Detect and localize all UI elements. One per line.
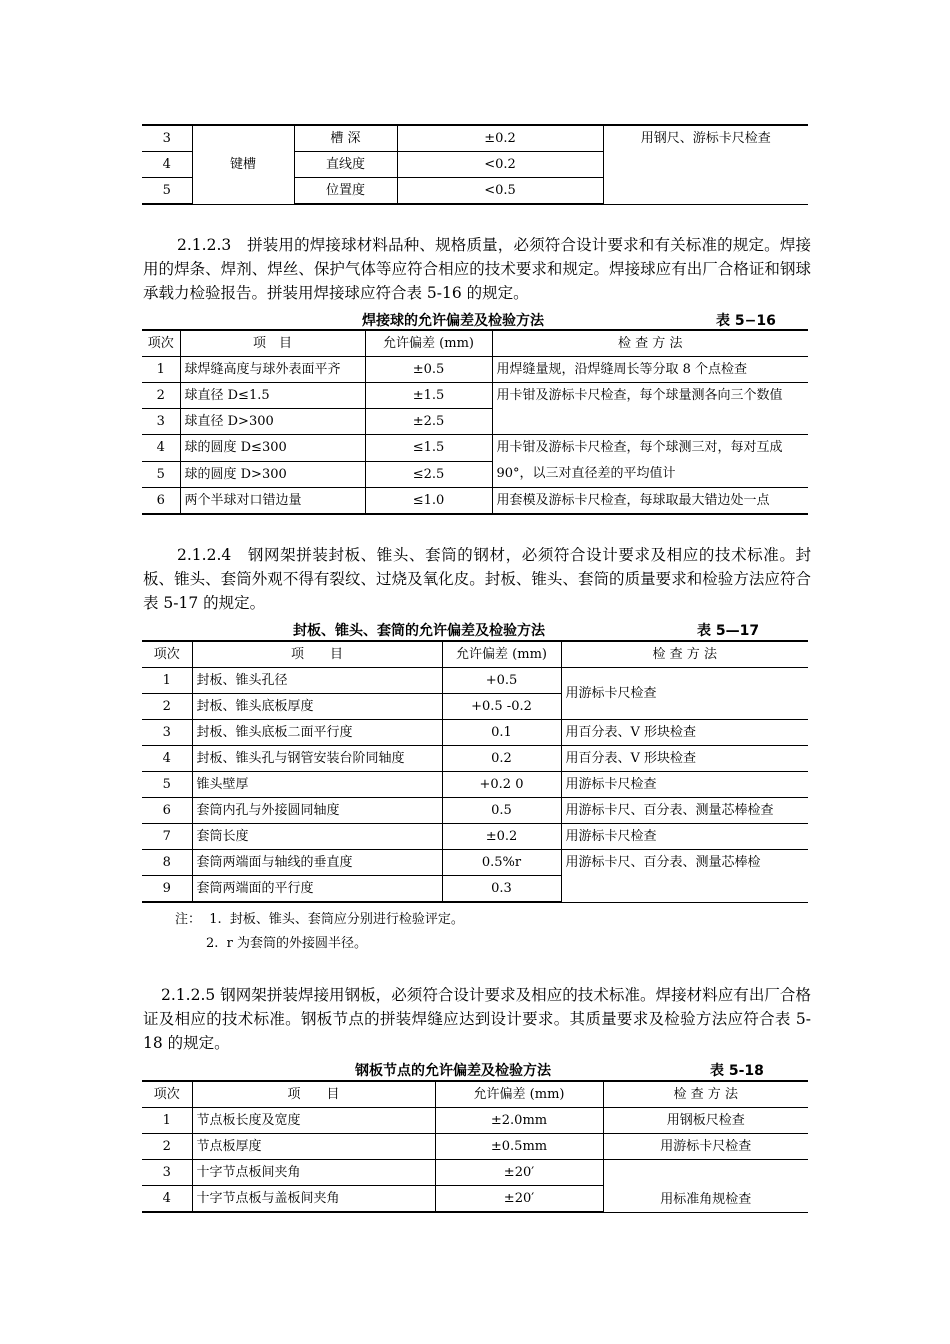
table-row: 7 套筒长度 ±0.2 用游标卡尺检查 [142,824,808,850]
table-row: 1 封板、锥头孔径 +0.5 用游标卡尺检查 [142,668,808,694]
table-row: 5 锥头壁厚 +0.2 0 用游标卡尺检查 [142,772,808,798]
table-5-17-number: 表 5—17 [697,623,760,639]
table-row: 4 封板、锥头孔与钢管安装台阶同轴度 0.2 用百分表、V 形块检查 [142,746,808,772]
table-row: 2 封板、锥头底板厚度 +0.5 -0.2 [142,694,808,720]
table-row: 3 键槽 槽 深 ±0.2 用钢尺、游标卡尺检查 [142,125,808,152]
table-header-row: 项次 项 目 允许偏差 (mm) 检 查 方 法 [142,641,808,668]
table-5-18-caption: 钢板节点的允许偏差及检验方法 [355,1063,551,1079]
table-row: 4 直线度 <0.2 [142,152,808,178]
table-5-17-note-2: 2. r 为套筒的外接圆半径。 [206,936,368,951]
table-row: 5 球的圆度 D>300 ≤2.5 [142,461,808,488]
table-row: 5 位置度 <0.5 [142,178,808,205]
table-row: 9 套筒两端面的平行度 0.3 [142,876,808,903]
table-row: 1 球焊缝高度与球外表面平齐 ±0.5 用焊缝量规，沿焊缝周长等分取 8 个点检查 [142,357,808,383]
table-5-18 [142,1080,808,1213]
table-5-16-number: 表 5−16 [716,313,776,329]
group-cell: 键槽 [192,125,294,204]
table-row: 1 节点板长度及宽度 ±2.0mm 用钢板尺检查 [142,1108,808,1134]
table-5-18-number: 表 5-18 [710,1063,764,1079]
table-row: 6 套筒内孔与外接圆同轴度 0.5 用游标卡尺、百分表、测量芯棒检查 [142,798,808,824]
table-row: 4 球的圆度 D≤300 ≤1.5 用卡钳及游标卡尺检查，每个球测三对，每对互成 90°，以三对直径差的平均值计 [142,435,808,462]
table-header-row: 项次 项 目 允许偏差 (mm) 检 查 方 法 [142,1081,808,1108]
table-5-17 [142,640,808,903]
table-5-16-caption: 焊接球的允许偏差及检验方法 [362,313,544,329]
table-row: 2 球直径 D≤1.5 ±1.5 用卡钳及游标卡尺检查，每个球量测各向三个数值 [142,383,808,409]
table-row: 4 十字节点板与盖板间夹角 ±20′ [142,1186,808,1213]
table-5-17-caption: 封板、锥头、套筒的允许偏差及检验方法 [293,623,545,639]
table-row: 8 套筒两端面与轴线的垂直度 0.5%r 用游标卡尺、百分表、测量芯棒检 [142,850,808,876]
table-header-row: 项次 项 目 允许偏差 (mm) 检 查 方 法 [142,330,808,357]
table-top-continuation [142,124,808,205]
table-5-16 [142,329,808,515]
table-5-17-note-1: 注： 1. 封板、锥头、套筒应分别进行检验评定。 [175,912,464,927]
paragraph-2-1-2-5: 2.1.2.5 钢网架拼装焊接用钢板，必须符合设计要求及相应的技术标准。焊接材料应有出厂合格证及相应的技术标准。钢板节点的拼装焊缝应达到设计要求。其质量要求及检验方法应符合表 5-18 的规定。 [143,986,811,1052]
method-cell: 用钢尺、游标卡尺检查 [603,125,808,204]
paragraph-2-1-2-3: 2.1.2.3 拼装用的焊接球材料品种、规格质量，必须符合设计要求和有关标准的规定。焊接用的焊条、焊剂、焊丝、保护气体等应符合相应的技术要求和规定。焊接球应有出厂合格证和钢球承载力检验报告。拼装用焊接球应符合表 5-16 的规定。 [143,236,811,302]
paragraph-2-1-2-4: 2.1.2.4 钢网架拼装封板、锥头、套筒的钢材，必须符合设计要求及相应的技术标准。封板、锥头、套筒外观不得有裂纹、过烧及氧化皮。封板、锥头、套筒的质量要求和检验方法应符合表 5-17 的规定。 [143,546,811,612]
table-row: 3 球直径 D>300 ±2.5 [142,409,808,435]
table-row: 3 封板、锥头底板二面平行度 0.1 用百分表、V 形块检查 [142,720,808,746]
table-row: 3 十字节点板间夹角 ±20′ 用标准角规检查 [142,1160,808,1186]
table-row: 2 节点板厚度 ±0.5mm 用游标卡尺检查 [142,1134,808,1160]
table-row: 6 两个半球对口错边量 ≤1.0 用套模及游标卡尺检查，每球取最大错边处一点 [142,488,808,515]
